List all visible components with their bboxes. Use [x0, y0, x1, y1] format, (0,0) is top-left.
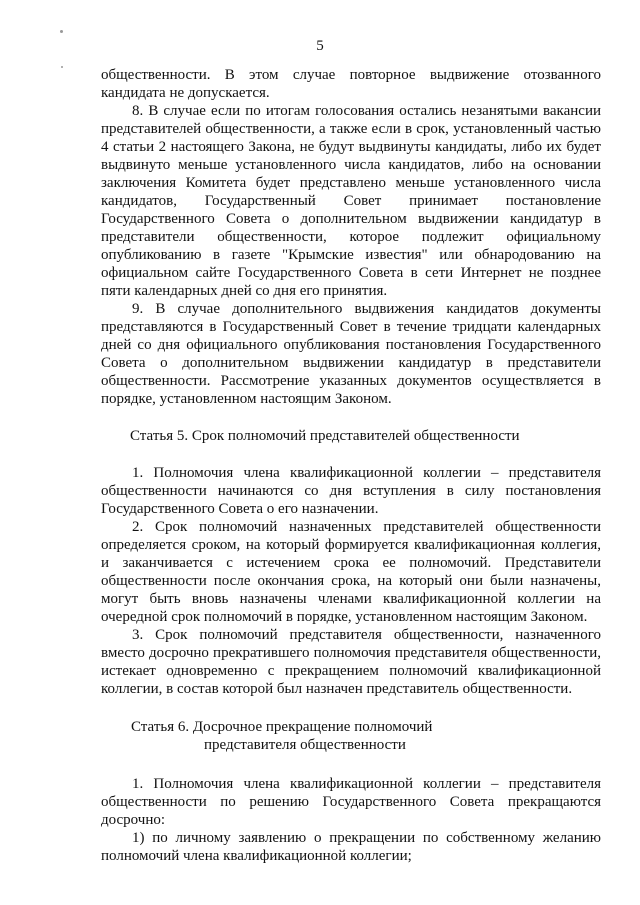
paragraph: 3. Срок полномочий представителя общественности, назначенного вместо досрочно прекратившего полномочия представителя общественности, истекает одновременно с прекращением полномочий квалификационной коллегии, в состав которой был назначен представитель общественности. — [101, 627, 601, 697]
scan-speck — [60, 30, 63, 33]
article-heading-line: представителя общественности — [204, 737, 406, 753]
paragraph: 1) по личному заявлению о прекращении по собственному желанию полномочий члена квалификационной коллегии; — [101, 830, 601, 864]
paragraph: общественности. В этом случае повторное выдвижение отозванного кандидата не допускается. — [101, 67, 601, 101]
paragraph: 1. Полномочия члена квалификационной коллегии – представителя общественности по решению Государственного Совета прекращаются досрочно: — [101, 776, 601, 828]
article-heading — [101, 718, 601, 754]
page-number: 5 — [316, 38, 324, 54]
document-body — [101, 66, 601, 865]
paragraph: 1. Полномочия члена квалификационной коллегии – представителя общественности начинаются со дня вступления в силу постановления Государственного Совета о его назначении. — [101, 465, 601, 517]
paragraph: 8. В случае если по итогам голосования остались незанятыми вакансии представителей общественности, а также если в срок, установленный частью 4 статьи 2 настоящего Закона, не будут выдвинуты кандидаты, либо их будет выдвинуто меньше установленного числа кандидатов, либо на основании заключения Комитета будет представлено меньше установленного числа кандидатов, Государственный Совет принимает постановление Государственного Совета о дополнительном выдвижении кандидатур в представители общественности, которое подлежит официальному опубликованию в газете "Крымские известия" или обнародованию на официальном сайте Государственного Совета в сети Интернет не позднее пяти календарных дней со дня его принятия. — [101, 103, 601, 299]
article-heading-line: Статья 6. Досрочное прекращение полномочий — [131, 719, 433, 735]
paragraph: 9. В случае дополнительного выдвижения кандидатов документы представляются в Государственный Совет в течение тридцати календарных дней со дня официального опубликования постановления Государственного Совета о дополнительном выдвижении кандидатур в представители общественности. Рассмотрение указанных документов осуществляется в порядке, установленном настоящим Законом. — [101, 301, 601, 407]
paragraph: 2. Срок полномочий назначенных представителей общественности определяется сроком, на который формируется квалификационная коллегия, и заканчивается с истечением срока ее полномочий. Представители общественности после окончания срока, на который они были назначены, могут быть вновь назначены членами квалификационной коллегии на очередной срок полномочий в порядке, установленном настоящим Законом. — [101, 519, 601, 625]
article-heading: Статья 5. Срок полномочий представителей общественности — [130, 428, 520, 444]
scan-speck — [61, 66, 63, 68]
